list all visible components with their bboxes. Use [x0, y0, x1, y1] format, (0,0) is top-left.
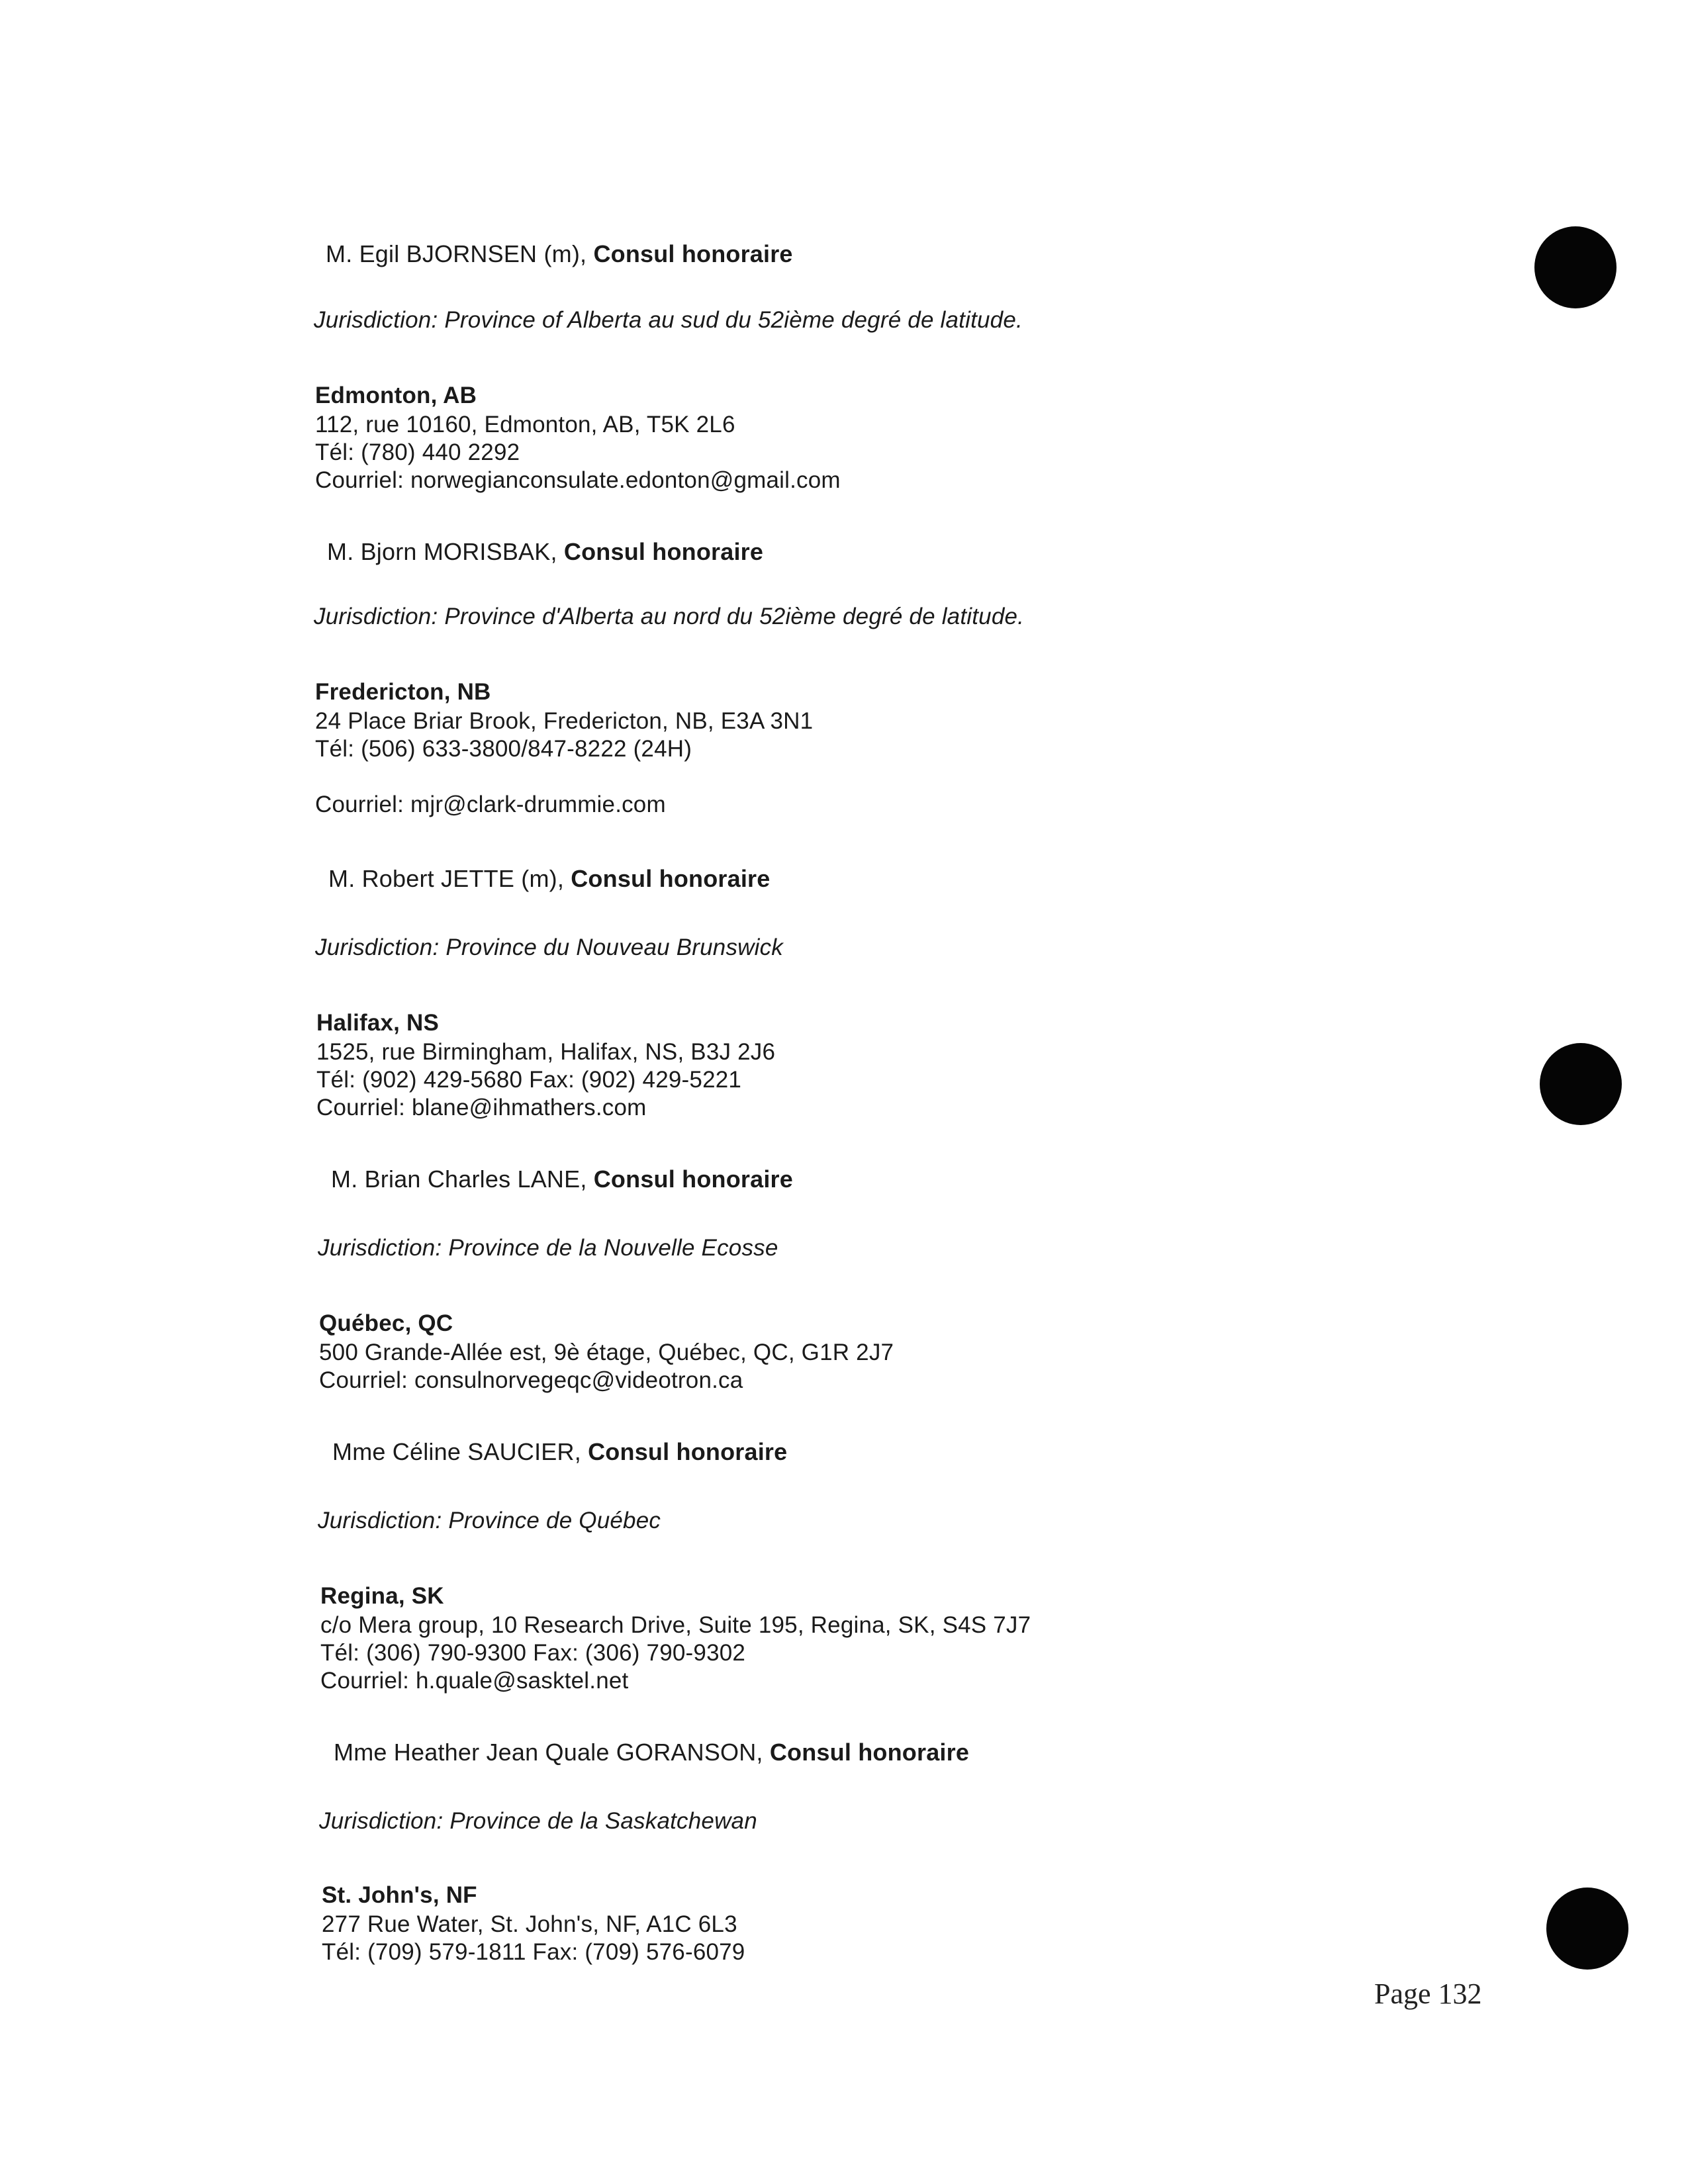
punch-hole-top [1534, 226, 1617, 308]
jurisdiction-line [314, 306, 1023, 335]
city-heading: Regina, SK [320, 1583, 444, 1609]
consul-title: Consul honoraire [769, 1739, 970, 1766]
jurisdiction-line [314, 602, 1024, 631]
email-line: Courriel: blane@ihmathers.com [316, 1095, 647, 1120]
address-line: c/o Mera group, 10 Research Drive, Suite 195, Regina, SK, S4S 7J7 [320, 1612, 1031, 1638]
phone-line: Tél: (506) 633-3800/847-8222 (24H) [315, 736, 692, 762]
consul-name: M. Robert JETTE (m), [328, 865, 571, 892]
email-line: Courriel: consulnorvegeqc@videotron.ca [319, 1367, 743, 1393]
phone-line: Tél: (902) 429-5680 Fax: (902) 429-5221 [316, 1067, 742, 1093]
address-line: 24 Place Briar Brook, Fredericton, NB, E3A 3N1 [315, 708, 814, 734]
jurisdiction-text: Province de Québec [442, 1508, 661, 1533]
punch-hole-bottom [1546, 1888, 1628, 1970]
jurisdiction-line [319, 1807, 757, 1836]
consul-name-line [328, 864, 770, 893]
jurisdiction-label: Jurisdiction: [315, 934, 440, 960]
consul-title: Consul honoraire [563, 538, 764, 565]
consul-title: Consul honoraire [593, 1165, 793, 1193]
punch-hole-middle [1540, 1043, 1622, 1125]
consul-title: Consul honoraire [571, 865, 771, 892]
jurisdiction-text: Province du Nouveau Brunswick [439, 934, 783, 960]
address-line: 112, rue 10160, Edmonton, AB, T5K 2L6 [315, 412, 735, 437]
consul-name-line [332, 1437, 787, 1467]
page-number: Page 132 [1374, 1978, 1482, 2010]
email-line: Courriel: mjr@clark-drummie.com [315, 792, 666, 817]
jurisdiction-label: Jurisdiction: [318, 1235, 442, 1261]
city-heading: Fredericton, NB [315, 679, 491, 705]
consul-name-line [331, 1165, 793, 1194]
consul-name-line [327, 537, 763, 567]
consul-name: M. Bjorn MORISBAK, [327, 538, 564, 565]
jurisdiction-text: Province d'Alberta au nord du 52ième degré de latitude. [438, 604, 1025, 629]
jurisdiction-label: Jurisdiction: [314, 604, 438, 629]
address-line: 500 Grande-Allée est, 9è étage, Québec, QC, G1R 2J7 [319, 1340, 894, 1365]
consul-name-line [334, 1738, 969, 1767]
city-heading: Halifax, NS [316, 1010, 440, 1036]
jurisdiction-line [315, 933, 783, 962]
consul-title: Consul honoraire [593, 240, 793, 267]
address-line: 1525, rue Birmingham, Halifax, NS, B3J 2J6 [316, 1039, 776, 1065]
jurisdiction-label: Jurisdiction: [318, 1508, 442, 1533]
consul-title: Consul honoraire [588, 1438, 788, 1465]
jurisdiction-label: Jurisdiction: [314, 307, 438, 333]
jurisdiction-text: Province of Alberta au sud du 52ième degré de latitude. [438, 307, 1023, 333]
jurisdiction-label: Jurisdiction: [319, 1808, 444, 1834]
city-heading: St. John's, NF [322, 1882, 477, 1908]
jurisdiction-line [318, 1506, 661, 1535]
consul-name: M. Brian Charles LANE, [331, 1165, 594, 1193]
city-heading: Québec, QC [319, 1310, 453, 1336]
address-line: 277 Rue Water, St. John's, NF, A1C 6L3 [322, 1911, 737, 1937]
city-heading: Edmonton, AB [315, 383, 477, 408]
jurisdiction-line [318, 1234, 778, 1263]
jurisdiction-text: Province de la Nouvelle Ecosse [442, 1235, 778, 1261]
phone-line: Tél: (709) 579-1811 Fax: (709) 576-6079 [322, 1939, 745, 1965]
consul-name: Mme Heather Jean Quale GORANSON, [334, 1739, 770, 1766]
consul-name: M. Egil BJORNSEN (m), [326, 240, 594, 267]
email-line: Courriel: h.quale@sasktel.net [320, 1668, 629, 1694]
email-line: Courriel: norwegianconsulate.edonton@gmail.com [315, 467, 841, 493]
phone-line: Tél: (780) 440 2292 [315, 439, 520, 465]
jurisdiction-text: Province de la Saskatchewan [443, 1808, 757, 1834]
consul-name-line [326, 240, 793, 269]
consul-name: Mme Céline SAUCIER, [332, 1438, 588, 1465]
phone-line: Tél: (306) 790-9300 Fax: (306) 790-9302 [320, 1640, 746, 1666]
